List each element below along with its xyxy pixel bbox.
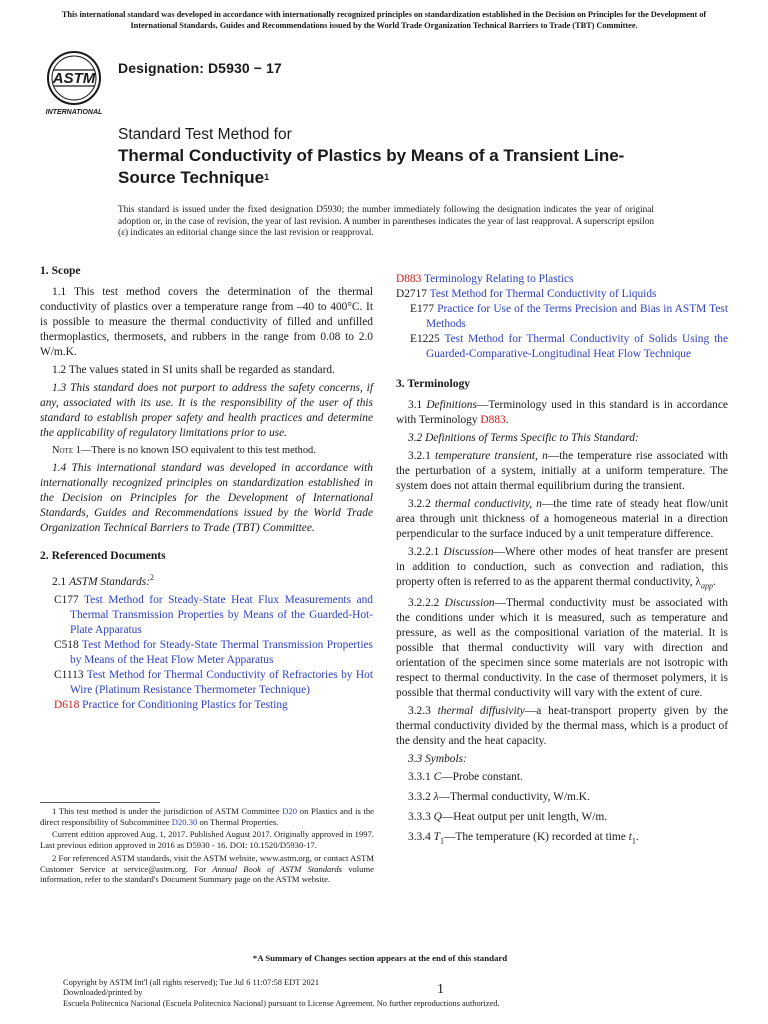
- symbol-3-3-1: 3.3.1 C—Probe constant.: [408, 771, 523, 784]
- issue-note: This standard is issued under the fixed designation D5930; the number immediately following the designation indicates the year of original adoption or, in the case of revision, the year of last revision. A number in parentheses indicates the year of last reapproval. A superscript epsilon (ε) indicates an editorial change since the last revision or reapproval.: [118, 205, 654, 239]
- ref-doc[interactable]: C1113 Test Method for Thermal Conductivity of Refractories by Hot Wire (Platinum Resistance Thermometer Technique): [54, 668, 373, 696]
- footnotes: [40, 806, 374, 887]
- paragraph-3-2: 3.2 Definitions of Terms Specific to This Standard:: [408, 432, 639, 444]
- svg-text:ASTM: ASTM: [52, 70, 96, 87]
- paragraph-3-2-2-2: 3.2.2.2 Discussion—Thermal conductivity must be associated with the conditions under which it is measured, such as temperature and pressure, as well as the compositional variation of the material. It is possible that thermal conductivity will vary with direction and orientation of the specimen since some materials are not isotropic with respect to thermal conductivity. In the case of thermoset polymers, it is possible that thermal conductivity will vary with the extent of cure.: [396, 597, 728, 700]
- ref-doc[interactable]: E177 Practice for Use of the Terms Precision and Bias in ASTM Test Methods: [410, 303, 728, 330]
- note-1: Note 1—There is no known ISO equivalent to this test method.: [52, 445, 316, 456]
- paragraph-3-1: 3.1 Definitions—Terminology used in this standard is in accordance with Terminology D883.: [396, 399, 728, 426]
- ref-doc[interactable]: C518 Test Method for Steady-State Thermal Transmission Properties by Means of the Heat Flow Meter Apparatus: [54, 638, 373, 666]
- ref-doc[interactable]: D618 Practice for Conditioning Plastics for Testing: [54, 698, 288, 711]
- symbol-3-3-4: 3.3.4 $T_1—The$ temperature (K) recorded at time $t_1$.: [408, 831, 639, 846]
- ref-doc[interactable]: D2717 Test Method for Thermal Conductivity of Liquids: [396, 288, 657, 300]
- footnote-1: 1 This test method is under the jurisdiction of ASTM Committee D20 on Plastics and is the direct responsibility of Subcommittee D20.30 on Thermal Properties.: [40, 806, 374, 827]
- astm-logo: [44, 50, 110, 116]
- paragraph-3-2-3: 3.2.3 thermal diffusivity—a heat-transport property given by the thermal conductivity divided by the thermal mass, which is a product of the density and the heat capacity.: [396, 705, 728, 748]
- paragraph-3-3: 3.3 Symbols:: [408, 753, 467, 766]
- top-notice: This international standard was developed in accordance with internationally recognized principles on standardization established in the Decision on Principles for the Development of International Standards, Guides and Recommendations issued by the World Trade Organization Technical Barriers to Trade (TBT) Committee.: [61, 10, 707, 30]
- paragraph-3-2-1: 3.2.1 temperature transient, n—the temperature rise associated with the perturbation of a system, initially at a uniform temperature. The system does not attain thermal equilibrium during the transient.: [396, 450, 728, 492]
- summary-of-changes-note: *A Summary of Changes section appears at the end of this standard: [252, 953, 508, 963]
- left-column: [40, 263, 373, 713]
- svg-text:INTERNATIONAL: INTERNATIONAL: [45, 109, 103, 116]
- designation: Designation: D5930 − 17: [118, 60, 282, 76]
- footnote-1-edition: Current edition approved Aug. 1, 2017. Published August 2017. Originally approved in 1997. Last previous edition approved in 2016 as D5930 - 16. DOI: 10.1520/D5930-17.: [40, 829, 374, 851]
- right-column: [396, 272, 728, 854]
- paragraph-1-1: 1.1 This test method covers the determination of the thermal conductivity of plastics over a temperature range from –40 to 400°C. It is possible to measure the thermal conductivity of filled and unfilled thermoplastics, thermosets, and rubbers in the range from 0.08 to 2.0 W/m.K.: [40, 286, 373, 358]
- section-heading-terminology: 3. Terminology: [396, 377, 471, 390]
- paragraph-1-3: 1.3 This standard does not purport to address the safety concerns, if any, associated with its use. It is the responsibility of the user of this standard to establish proper safety and health practices and determine the applicability of regulatory limitations prior to use.: [40, 382, 373, 439]
- ref-doc[interactable]: C177 Test Method for Steady-State Heat Flux Measurements and Thermal Transmission Properties by Means of the Guarded-Hot-Plate Apparatus: [54, 593, 373, 636]
- paragraph-3-2-2-1: 3.2.2.1 Discussion—Where other modes of heat transfer are present in addition to conduction, such as convection and radiation, this property often is referred to as the apparent thermal conductivity, $\lambda_{app}$.: [396, 546, 729, 591]
- ref-doc[interactable]: E1225 Test Method for Thermal Conductivity of Solids Using the Guarded-Comparative-Longitudinal Heat Flow Technique: [410, 333, 728, 360]
- section-heading-scope: 1. Scope: [40, 264, 81, 277]
- section-heading-referenced: 2. Referenced Documents: [40, 549, 166, 562]
- copyright-block: [63, 978, 583, 1009]
- downloaded-line: Downloaded/printed by: [63, 988, 143, 998]
- standard-label: Standard Test Method for: [118, 126, 292, 143]
- ref-doc[interactable]: D883 Terminology Relating to Plastics: [396, 273, 574, 285]
- license-line: Escuela Politecnica Nacional (Escuela Politecnica Nacional) pursuant to License Agreement. No further reproductions authorized.: [63, 998, 500, 1008]
- copyright-line: Copyright by ASTM Int'l (all rights reserved); Tue Jul 6 11:07:58 EDT 2021: [63, 978, 320, 987]
- symbol-3-3-3: 3.3.3 Q—Heat output per unit length, W/m.: [408, 811, 608, 824]
- symbol-3-3-2: 3.3.2 λ—Thermal conductivity, W/m.K.: [408, 791, 590, 804]
- paragraph-3-2-2: 3.2.2 thermal conductivity, n—the time rate of steady heat flow/unit area through unit thickness of a homogeneous material in a direction perpendicular to the surface induced by a unit temperature difference.: [396, 498, 728, 540]
- paragraph-1-2: 1.2 The values stated in SI units shall be regarded as standard.: [52, 364, 335, 376]
- document-title: Thermal Conductivity of Plastics by Means of a Transient Line-Source Technique$^1$: [118, 146, 625, 187]
- astm-standards-label: 2.1 ASTM Standards:$^2$: [52, 573, 154, 588]
- page-number: 1: [437, 982, 444, 997]
- footnote-divider: [40, 802, 160, 803]
- paragraph-1-4: 1.4 This international standard was developed in accordance with internationally recognized principles on standardization established in the Decision on Principles for the Development of International Standards, Guides and Recommendations issued by the World Trade Organization Technical Barriers to Trade (TBT) Committee.: [40, 462, 373, 534]
- footnote-2: 2 For referenced ASTM standards, visit the ASTM website, www.astm.org, or contact ASTM Customer Service at service@astm.org. For Annual Book of ASTM Standards volume information, refer to the standard's Document Summary page on the ASTM website.: [40, 852, 374, 885]
